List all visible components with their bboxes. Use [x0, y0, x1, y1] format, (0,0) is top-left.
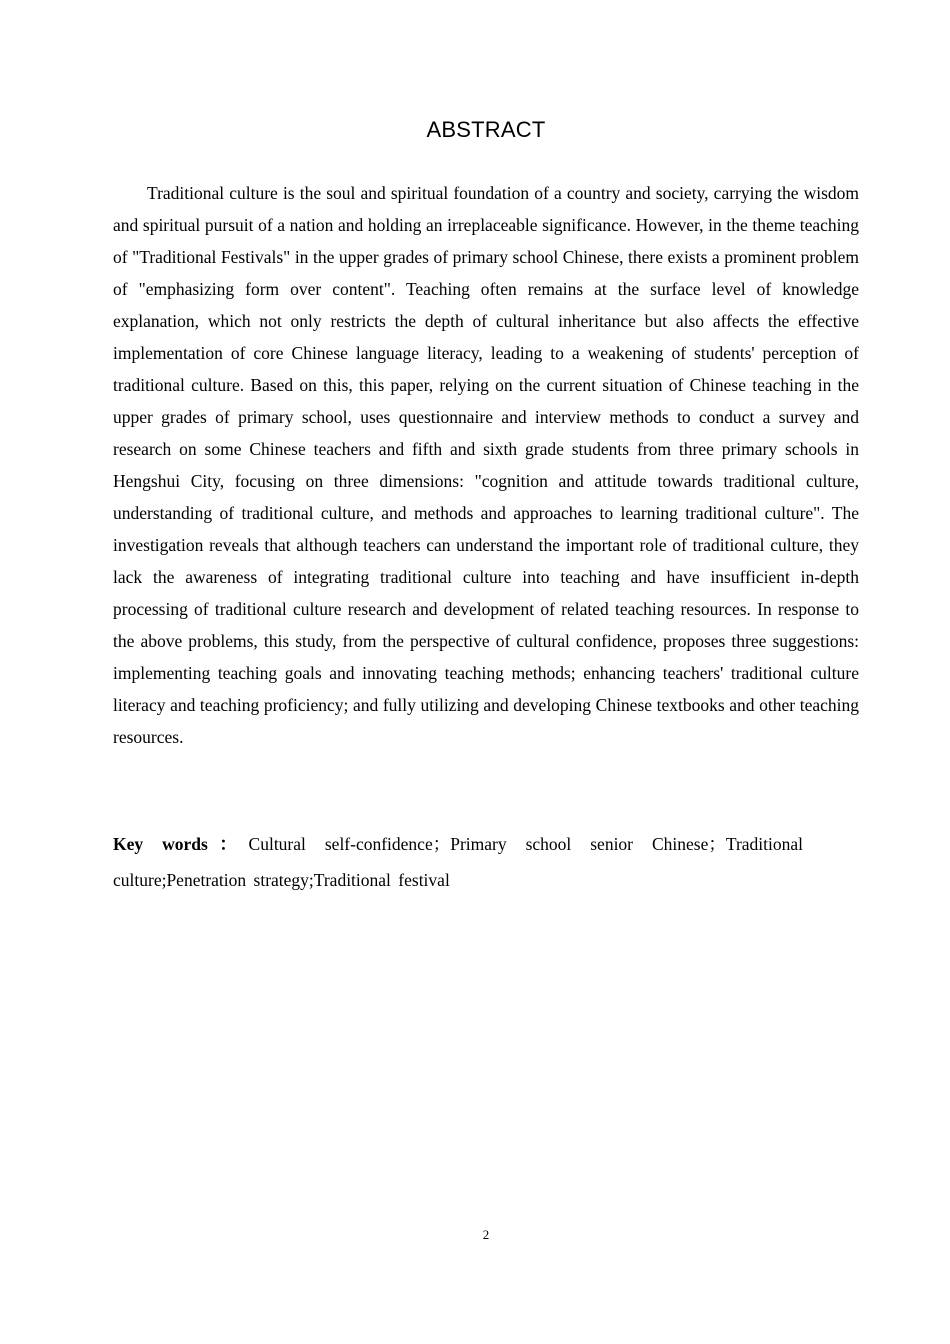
keywords-label: Key words： [113, 834, 249, 854]
abstract-body: Traditional culture is the soul and spiritual foundation of a country and society, carrying the wisdom and spiritual pursuit of a nation and holding an irreplaceable significance. However, in the theme teaching of "Traditional Festivals" in the upper grades of primary school Chinese, there exists a prominent problem of "emphasizing form over content". Teaching often remains at the surface level of knowledge explanation, which not only restricts the depth of cultural inheritance but also affects the effective implementation of core Chinese language literacy, leading to a weakening of students' perception of traditional culture. Based on this, this paper, relying on the current situation of Chinese teaching in the upper grades of primary school, uses questionnaire and interview methods to conduct a survey and research on some Chinese teachers and fifth and sixth grade students from three primary schools in Hengshui City, focusing on three dimensions: "cognition and attitude towards traditional culture, understanding of traditional culture, and methods and approaches to learning traditional culture". The investigation reveals that although teachers can understand the important role of traditional culture, they lack the awareness of integrating traditional culture into teaching and have insufficient in-depth processing of traditional culture research and development of related teaching resources. In response to the above problems, this study, from the perspective of cultural confidence, proposes three suggestions: implementing teaching goals and innovating teaching methods; enhancing teachers' traditional culture literacy and teaching proficiency; and fully utilizing and developing Chinese textbooks and other teaching resources. [113, 183, 859, 747]
page-number: 2 [482, 1227, 490, 1242]
keywords-text: Cultural self-confidence；Primary school senior Chinese；Traditional culture;Penetration strategy;Traditional festival [113, 834, 804, 890]
abstract-title: ABSTRACT [426, 117, 546, 142]
keywords-line [113, 826, 803, 898]
